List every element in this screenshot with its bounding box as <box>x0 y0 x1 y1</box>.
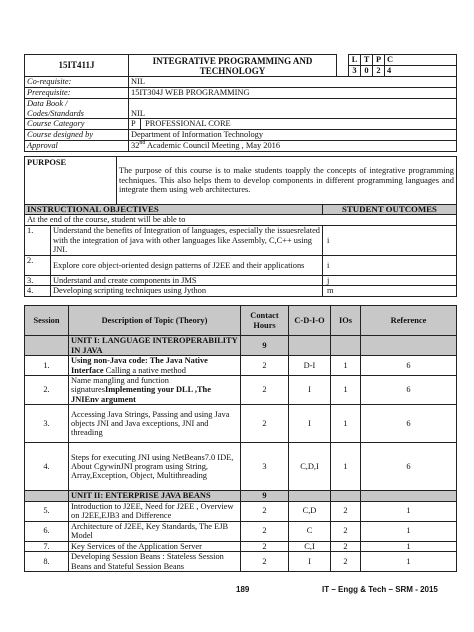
objective-text: Developing scripting techniques using Jython <box>51 286 323 296</box>
page-number: 189 <box>236 585 250 594</box>
approval-value: 32nd Academic Council Meeting , May 2016 <box>129 141 457 152</box>
table-row: 3. Accessing Java Strings, Passing and using Java objects JNI and Java exceptions, JNI and threading 2 I 1 6 <box>25 405 457 443</box>
topic-cell: Steps for executing JNI using NetBeans7.0 IDE, About CgywinJNI program using String, Array,Exception, Object, Multithreading <box>69 443 241 491</box>
objectives-table <box>24 156 457 297</box>
ltpc-value-t: 0 <box>361 66 373 77</box>
objective-outcome: j <box>323 275 457 285</box>
topic-cell: Using non-Java code: The Java Native Interface Calling a native method <box>69 356 241 376</box>
info-label: Prerequisite: <box>25 88 129 99</box>
topic-cell: Name mangling and function signaturesImplementing your DLL ,The JNIEnv argument <box>69 376 241 405</box>
footer-text: IT – Engg & Tech – SRM - 2015 <box>322 585 438 594</box>
header-hours: Contact Hours <box>241 306 289 336</box>
objective-num: 2. <box>25 255 51 275</box>
ltpc-header-c: C <box>385 55 457 66</box>
objectives-intro: At the end of the course, student will be able to <box>25 215 323 225</box>
header-ios: IOs <box>331 306 361 336</box>
objectives-header: INSTRUCTIONAL OBJECTIVES <box>25 205 323 215</box>
objective-num: 4. <box>25 286 51 296</box>
info-label: Data Book / Codes/Standards <box>25 99 129 119</box>
ltpc-value-l: 3 <box>349 66 361 77</box>
ltpc-header-l: L <box>349 55 361 66</box>
info-label: Co-requisite: <box>25 77 129 88</box>
table-row: 8. Developing Session Beans : Stateless Session Beans and Stateful Session Beans 2 I 2 1 <box>25 552 457 572</box>
header-topic: Description of Topic (Theory) <box>69 306 241 336</box>
objective-outcome: i <box>323 255 457 275</box>
ltpc-value-c: 4 <box>385 66 457 77</box>
info-value: Department of Information Technology <box>129 130 457 141</box>
objective-num: 1. <box>25 225 51 255</box>
sessions-table <box>24 305 457 572</box>
purpose-text: The purpose of this course is to make students toapply the concepts of integrative programming techniques. This also helps them to develop components in different programming languages and integrate them using web architectures. <box>117 157 457 205</box>
unit-hours: 9 <box>241 491 289 501</box>
objective-text: Understand and create components in JMS <box>51 275 323 285</box>
header-cdio: C-D-I-O <box>289 306 331 336</box>
purpose-label: PURPOSE <box>25 157 117 205</box>
table-row: 6. Architecture of J2EE, Key Standards, The EJB Model 2 C 2 1 <box>25 521 457 541</box>
course-info-table <box>24 54 457 152</box>
topic-cell: Developing Session Beans : Stateless Session Beans and Stateful Session Beans <box>69 552 241 572</box>
category-code: P <box>129 119 141 128</box>
unit-hours: 9 <box>241 336 289 356</box>
table-row: 7. Key Services of the Application Server 2 C,I 2 1 <box>25 541 457 551</box>
topic-cell: Introduction to J2EE, Need for J2EE , Overview on J2EE,EJB3 and Difference <box>69 501 241 521</box>
objective-outcome: m <box>323 286 457 296</box>
unit-title: UNIT I: LANGUAGE INTEROPERABILITY IN JAVA <box>69 336 241 356</box>
unit-title: UNIT II: ENTERPRISE JAVA BEANS <box>69 491 241 501</box>
info-label: Approval <box>25 141 129 152</box>
course-title: INTEGRATIVE PROGRAMMING AND TECHNOLOGY <box>129 55 337 77</box>
ltpc-header-p: P <box>373 55 385 66</box>
table-row: 5. Introduction to J2EE, Need for J2EE , Overview on J2EE,EJB3 and Difference 2 C,D 2 1 <box>25 501 457 521</box>
course-code: 15IT411J <box>25 55 129 77</box>
table-row: 4. Steps for executing JNI using NetBeans7.0 IDE, About CgywinJNI program using String, Array,Exception, Object, Multithreading 3 C,D,I 1 6 <box>25 443 457 491</box>
info-label: Course Category <box>25 119 129 130</box>
topic-cell: Accessing Java Strings, Passing and using Java objects JNI and Java exceptions, JNI and threading <box>69 405 241 443</box>
topic-cell: Key Services of the Application Server <box>69 541 241 551</box>
objective-outcome: i <box>323 225 457 255</box>
objective-text: Understand the benefits of Integration of languages, especially the issuesrelated with the integration of java with other languages like Assembly, C,C++ using JNI. <box>51 225 323 255</box>
ltpc-header-t: T <box>361 55 373 66</box>
category-name: PROFESSIONAL CORE <box>145 119 231 129</box>
header-session: Session <box>25 306 69 336</box>
info-label: Course designed by <box>25 130 129 141</box>
objective-text: Explore core object-oriented design patterns of J2EE and their applications <box>51 255 323 275</box>
outcomes-header: STUDENT OUTCOMES <box>323 205 457 215</box>
table-row: 2. Name mangling and function signaturesImplementing your DLL ,The JNIEnv argument 2 I 1 6 <box>25 376 457 405</box>
table-row: 1. Using non-Java code: The Java Native Interface Calling a native method 2 D-I 1 6 <box>25 356 457 376</box>
objective-num: 3. <box>25 275 51 285</box>
topic-cell: Architecture of J2EE, Key Standards, The EJB Model <box>69 521 241 541</box>
ltpc-value-p: 2 <box>373 66 385 77</box>
info-value: NIL <box>129 77 457 88</box>
info-value: NIL <box>129 99 457 119</box>
header-reference: Reference <box>361 306 457 336</box>
info-value: 15IT304J WEB PROGRAMMING <box>129 88 457 99</box>
